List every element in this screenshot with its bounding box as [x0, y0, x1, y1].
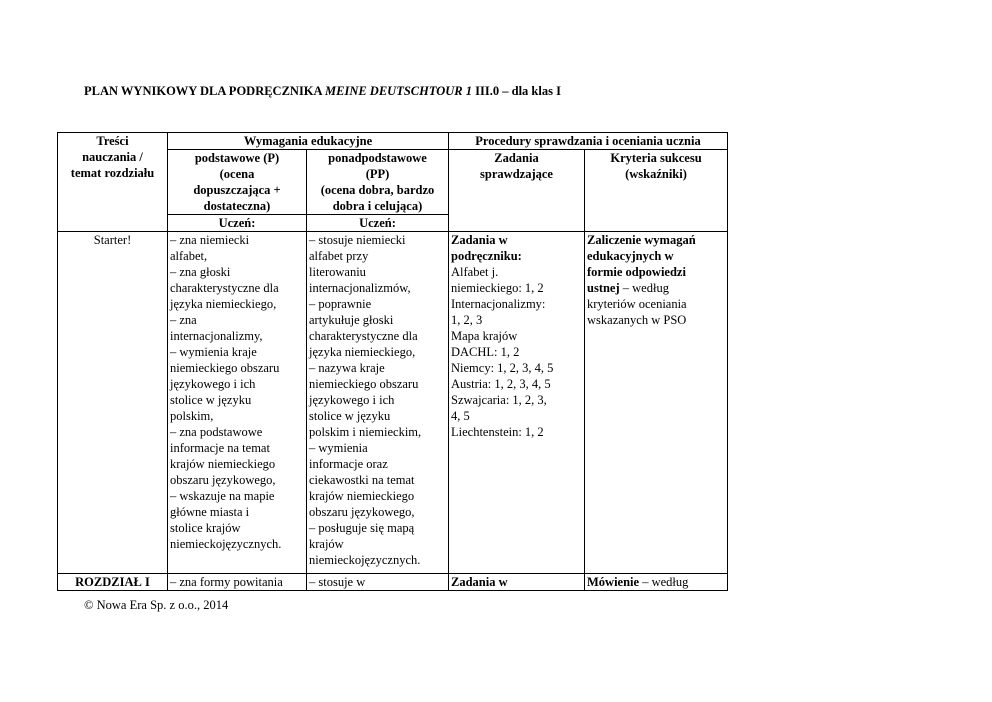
extended-requirements-cell: – stosuje w — [307, 574, 449, 591]
text-line: niemieckojęzycznych. — [170, 537, 282, 551]
text-line: Internacjonalizmy: — [451, 297, 546, 311]
text-line: – posługuje się mapą — [309, 521, 415, 535]
text-line: alfabet, — [170, 249, 208, 263]
text-line: (PP) — [365, 167, 390, 181]
text-line: dostateczna) — [203, 199, 271, 213]
text-line: – zna głoski — [170, 265, 231, 279]
tasks-cell — [449, 232, 585, 574]
text-line: krajów niemieckiego — [170, 457, 276, 471]
text-line: 4, 5 — [451, 409, 470, 423]
text-line: Niemcy: 1, 2, 3, 4, 5 — [451, 361, 554, 375]
text-line: Alfabet j. — [451, 265, 499, 279]
criteria-text — [587, 296, 725, 328]
text-line: kryteriów oceniania — [587, 297, 687, 311]
text-line: Austria: 1, 2, 3, 4, 5 — [451, 377, 551, 391]
text-line: ponadpodstawowe — [328, 151, 427, 165]
text-line: internacjonalizmów, — [309, 281, 411, 295]
text-line: temat rozdziału — [70, 166, 155, 180]
criteria-bold: Mówienie — [587, 575, 640, 589]
text-line: krajów niemieckiego — [309, 489, 415, 503]
header-uczen-pp: Uczeń: — [307, 215, 449, 232]
document-title — [84, 84, 561, 99]
text-line: Liechtenstein: 1, 2 — [451, 425, 544, 439]
topic-cell: Starter! — [58, 232, 168, 574]
text-line: – stosuje niemiecki — [309, 233, 406, 247]
text-line: – zna — [170, 313, 197, 327]
header-row-1 — [58, 133, 728, 150]
text-line: dobra i celująca) — [332, 199, 423, 213]
text-line: – zna podstawowe — [170, 425, 263, 439]
text-line: Zadania w — [451, 233, 508, 247]
topic-cell: ROZDZIAŁ I — [58, 574, 168, 591]
text-line: literowaniu — [309, 265, 366, 279]
text-line: języka niemieckiego, — [170, 297, 277, 311]
basic-requirements-cell — [168, 232, 307, 574]
footer-copyright: © Nowa Era Sp. z o.o., 2014 — [84, 598, 229, 612]
title-book-name: MEINE DEUTSCHTOUR 1 — [325, 84, 473, 98]
title-suffix: III.0 – dla klas I — [472, 84, 561, 98]
header-podstawowe — [168, 150, 307, 215]
criteria-tail: – według — [619, 281, 669, 295]
text-line: informacje oraz — [309, 457, 388, 471]
text-line: niemieckiego obszaru — [170, 361, 280, 375]
table-row-rozdzial — [58, 574, 728, 591]
text-line: podstawowe (P) — [194, 151, 280, 165]
text-line: główne miasta i — [170, 505, 250, 519]
text-line: językowego i ich — [309, 393, 395, 407]
header-wymagania: Wymagania edukacyjne — [168, 133, 449, 150]
text-line: niemieckojęzycznych. — [309, 553, 421, 567]
basic-requirements-cell: – zna formy powitania — [168, 574, 307, 591]
text-line: polskim i niemieckim, — [309, 425, 422, 439]
text-line: internacjonalizmy, — [170, 329, 263, 343]
criteria-bold-tail: ustnej — [587, 281, 620, 295]
text-line: (ocena — [219, 167, 255, 181]
extended-requirements-cell — [307, 232, 449, 574]
text-line: – wymienia kraje — [170, 345, 257, 359]
text-line: charakterystyczne dla — [309, 329, 418, 343]
text-line: – poprawnie — [309, 297, 372, 311]
text-line: polskim, — [170, 409, 214, 423]
text-line: podręczniku: — [451, 249, 522, 263]
criteria-line — [587, 280, 725, 296]
text-line: niemieckiego obszaru — [309, 377, 419, 391]
header-tresci — [58, 133, 168, 232]
text-line: sprawdzające — [480, 167, 553, 181]
text-line: – wskazuje na mapie — [170, 489, 275, 503]
header-zadania — [449, 150, 585, 232]
text-line: obszaru językowego, — [170, 473, 276, 487]
criteria-text: – według — [639, 575, 689, 589]
text-line: informacje na temat — [170, 441, 270, 455]
header-procedury: Procedury sprawdzania i oceniania ucznia — [449, 133, 728, 150]
text-line: Treści — [96, 134, 129, 148]
text-line: charakterystyczne dla — [170, 281, 279, 295]
text-line: wskazanych w PSO — [587, 313, 687, 327]
header-kryteria — [585, 150, 728, 232]
table-row-starter — [58, 232, 728, 574]
text-line: niemieckiego: 1, 2 — [451, 281, 544, 295]
text-line: DACHL: 1, 2 — [451, 345, 520, 359]
title-prefix: PLAN WYNIKOWY DLA PODRĘCZNIKA — [84, 84, 325, 98]
text-line: stolice krajów — [170, 521, 241, 535]
tasks-cell: Zadania w — [449, 574, 585, 591]
text-line: edukacyjnych w — [587, 249, 674, 263]
text-line: ciekawostki na temat — [309, 473, 415, 487]
text-line: Mapa krajów — [451, 329, 518, 343]
text-line: (wskaźniki) — [625, 167, 687, 181]
criteria-cell — [585, 574, 728, 591]
text-line: języka niemieckiego, — [309, 345, 416, 359]
text-line: artykułuje głoski — [309, 313, 394, 327]
text-line: Zaliczenie wymagań — [587, 233, 696, 247]
text-line: stolice w języku — [170, 393, 252, 407]
text-line: stolice w języku — [309, 409, 391, 423]
criteria-cell — [585, 232, 728, 574]
header-ponadpodstawowe — [307, 150, 449, 215]
tasks-heading — [451, 232, 582, 264]
text-line: – nazywa kraje — [309, 361, 385, 375]
plan-table — [57, 132, 728, 591]
text-line: formie odpowiedzi — [587, 265, 686, 279]
text-line: Kryteria sukcesu — [610, 151, 702, 165]
text-line: dopuszczająca + — [193, 183, 281, 197]
text-line: (ocena dobra, bardzo — [320, 183, 435, 197]
criteria-heading — [587, 232, 725, 280]
text-line: krajów — [309, 537, 344, 551]
text-line: nauczania / — [82, 150, 143, 164]
text-line: Szwajcaria: 1, 2, 3, — [451, 393, 547, 407]
tasks-list — [451, 264, 582, 440]
text-line: obszaru językowego, — [309, 505, 415, 519]
text-line: Zadania — [494, 151, 539, 165]
text-line: 1, 2, 3 — [451, 313, 483, 327]
text-line: – zna niemiecki — [170, 233, 250, 247]
text-line: językowego i ich — [170, 377, 256, 391]
text-line: – wymienia — [309, 441, 368, 455]
text-line: alfabet przy — [309, 249, 369, 263]
header-uczen-p: Uczeń: — [168, 215, 307, 232]
